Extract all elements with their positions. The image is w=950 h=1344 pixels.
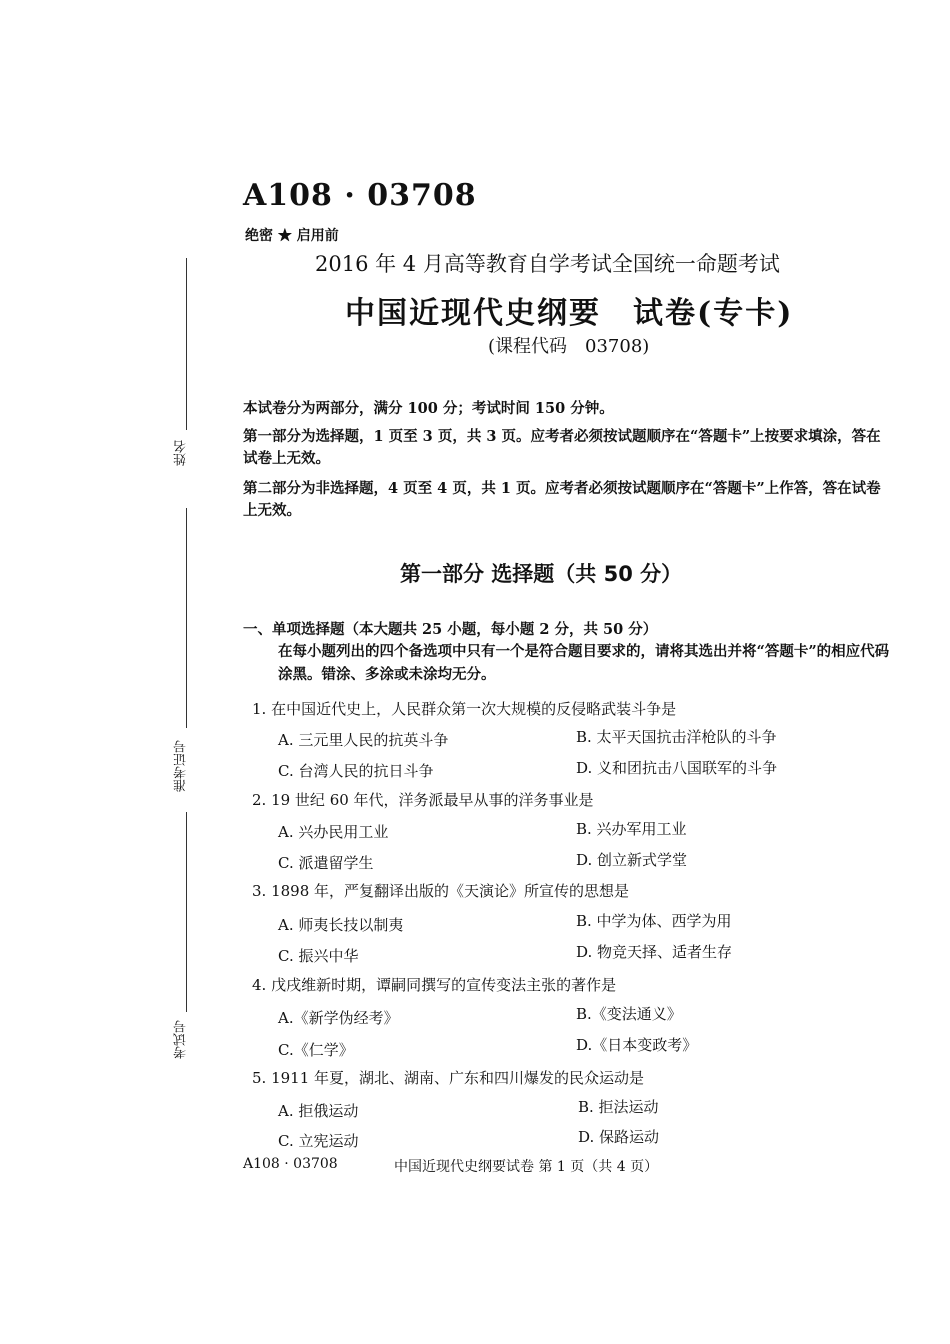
name-label: 姓名: [174, 440, 189, 466]
intro-line-1: 本试卷分为两部分，满分 100 分；考试时间 150 分钟。: [243, 400, 614, 417]
exam-number-label: 考试号: [174, 1020, 189, 1059]
option-c: C. 立宪运动: [278, 1132, 359, 1150]
course-code: (课程代码 03708): [488, 336, 650, 357]
footer-code: A108 · 03708: [243, 1156, 338, 1172]
option-d: D. 保路运动: [578, 1128, 660, 1146]
paper-title: 中国近现代史纲要 试卷(专卡): [345, 296, 794, 331]
option-a: A. 师夷长技以制夷: [278, 916, 404, 934]
part-heading: 第一部分 选择题（共 50 分）: [400, 562, 683, 586]
option-a: A. 拒俄运动: [278, 1102, 359, 1120]
footer-page: 中国近现代史纲要试卷 第 1 页（共 4 页）: [394, 1159, 659, 1175]
option-c: C.《仁学》: [278, 1041, 354, 1059]
option-a: A. 兴办民用工业: [278, 823, 389, 841]
option-c: C. 振兴中华: [278, 947, 359, 965]
option-b: B.《变法通义》: [576, 1005, 682, 1023]
ticket-number-label: 准考证号: [174, 740, 189, 792]
section-title: 一、单项选择题（本大题共 25 小题，每小题 2 分，共 50 分）: [243, 621, 658, 638]
option-a: A. 三元里人民的抗英斗争: [278, 731, 449, 749]
binding-line-ticket: [186, 812, 187, 1012]
section-instructions: 在每小题列出的四个备选项中只有一个是符合题目要求的，请将其选出并将“答题卡”的相应代码涂黑。错涂、多涂或未涂均无分。: [278, 643, 890, 683]
binding-line-name: [186, 508, 187, 728]
option-d: D. 物竞天择、适者生存: [576, 943, 733, 961]
paper-code: A108 · 03708: [243, 178, 477, 213]
option-c: C. 派遣留学生: [278, 854, 374, 872]
option-c: C. 台湾人民的抗日斗争: [278, 762, 434, 780]
option-b: B. 太平天国抗击洋枪队的斗争: [576, 728, 777, 746]
question-stem: 1. 在中国近代史上，人民群众第一次大规模的反侵略武装斗争是: [252, 700, 677, 718]
option-d: D.《日本变政考》: [576, 1036, 698, 1054]
question-stem: 5. 1911 年夏，湖北、湖南、广东和四川爆发的民众运动是: [252, 1069, 645, 1087]
option-a: A.《新学伪经考》: [278, 1009, 399, 1027]
option-b: B. 拒法运动: [578, 1098, 659, 1116]
option-b: B. 中学为体、西学为用: [576, 912, 732, 930]
intro-line-3: 第二部分为非选择题，4 页至 4 页，共 1 页。应考者必须按试题顺序在“答题卡”上作答，答在试卷上无效。: [243, 480, 881, 519]
binding-line-top: [186, 258, 187, 430]
intro-line-2: 第一部分为选择题，1 页至 3 页，共 3 页。应考者必须按试题顺序在“答题卡”上按要求填涂，答在试卷上无效。: [243, 428, 881, 467]
secrecy-label: 绝密 ★ 启用前: [245, 228, 339, 244]
question-stem: 3. 1898 年，严复翻译出版的《天演论》所宣传的思想是: [252, 882, 630, 900]
exam-title: 2016 年 4 月高等教育自学考试全国统一命题考试: [315, 252, 780, 276]
option-b: B. 兴办军用工业: [576, 820, 687, 838]
question-stem: 2. 19 世纪 60 年代，洋务派最早从事的洋务事业是: [252, 791, 594, 809]
option-d: D. 创立新式学堂: [576, 851, 688, 869]
question-stem: 4. 戊戌维新时期，谭嗣同撰写的宣传变法主张的著作是: [252, 976, 617, 994]
option-d: D. 义和团抗击八国联军的斗争: [576, 759, 778, 777]
